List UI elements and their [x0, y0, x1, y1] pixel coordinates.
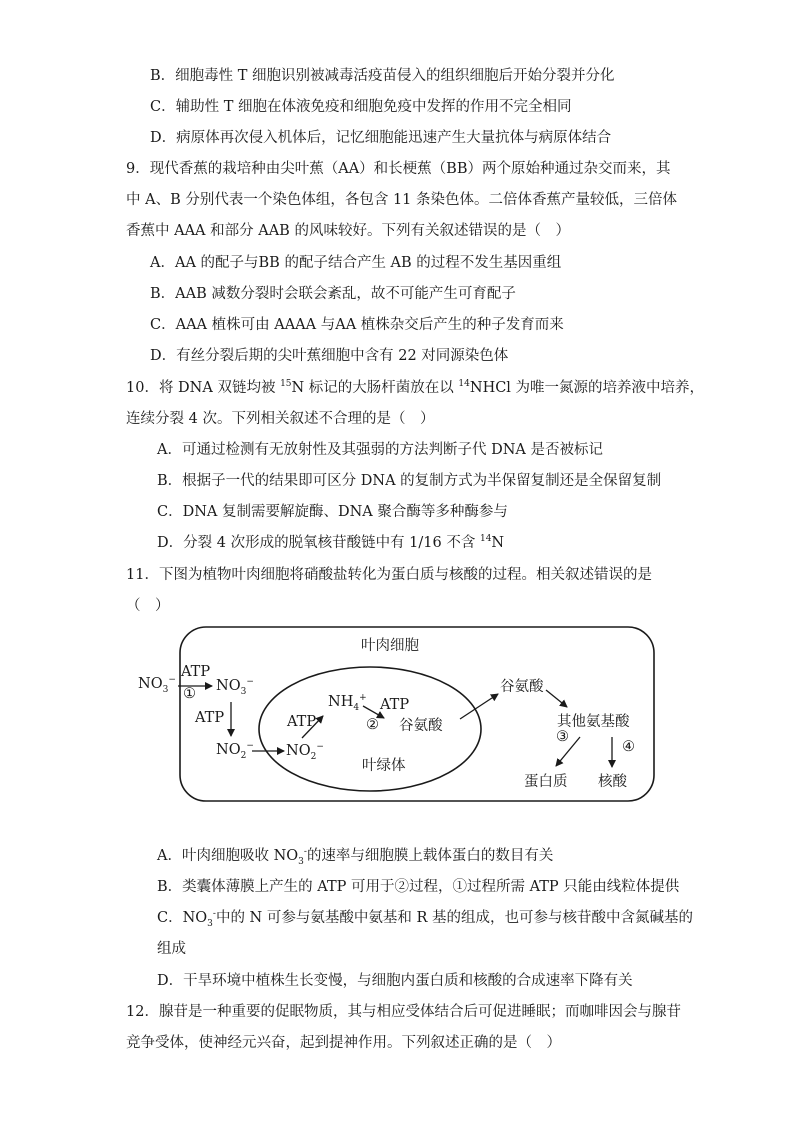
no3-text: NO: [138, 676, 163, 692]
no2-charge: −: [246, 741, 254, 752]
atp-label-4: ATP: [380, 697, 410, 713]
q8-option-d: D．病原体再次侵入机体后，记忆细胞能迅速产生大量抗体与病原体结合: [150, 130, 612, 146]
no3-inside-subscript: 3: [240, 686, 247, 697]
q10-option-d-text: D．分裂 4 次形成的脱氧核苷酸链中有 1/16 不含: [157, 535, 480, 551]
no2-subscript: 2: [240, 750, 247, 761]
no3-subscript: 3: [162, 684, 169, 695]
no3-charge: −: [168, 675, 176, 686]
atp-label-3: ATP: [287, 714, 317, 730]
atp-label-1: ATP: [181, 664, 211, 680]
no2-text: NO: [216, 742, 241, 758]
q8-option-b: B．细胞毒性 T 细胞识别被减毒活疫苗侵入的组织细胞后开始分裂并分化: [150, 68, 615, 84]
q9-option-b: B．AAB 减数分裂时会联会紊乱，故不可能产生可育配子: [150, 286, 516, 302]
no2-chl-charge: −: [316, 742, 324, 753]
no2-cytoplasm-label: [216, 741, 254, 761]
q9-stem-line3: 香蕉中 AAA 和部分 AAB 的风味较好。下列有关叙述错误的是（ ）: [126, 223, 570, 239]
atp-label-2: ATP: [195, 710, 225, 726]
q11-option-a: [157, 846, 553, 866]
q11-option-a-sub: 3: [298, 856, 304, 867]
q12-stem-line2: 竞争受体，使神经元兴奋，起到提神作用。下列叙述正确的是（ ）: [126, 1035, 561, 1051]
chloroplast-label: 叶绿体: [362, 758, 406, 774]
q10-option-d-n: N: [491, 535, 505, 551]
no3-inside-label: [216, 677, 254, 697]
glutamate-cytoplasm-label: 谷氨酸: [500, 679, 544, 695]
q9-option-a: A．AA 的配子与BB 的配子结合产生 AB 的过程不发生基因重组: [150, 255, 562, 271]
q10-option-a: A．可通过检测有无放射性及其强弱的方法判断子代 DNA 是否被标记: [157, 442, 603, 458]
nh4-charge: +: [359, 693, 367, 704]
q8-option-c: C．辅助性 T 细胞在体液免疫和细胞免疫中发挥的作用不完全相同: [150, 99, 572, 115]
q11-option-a-sup: -: [303, 847, 307, 858]
q10-option-d-isotope: 14: [479, 534, 492, 545]
q11-option-b: B．类囊体薄膜上产生的 ATP 可用于②过程，①过程所需 ATP 只能由线粒体提供: [157, 879, 680, 895]
no3-outside-label: [138, 675, 176, 695]
q10-stem-text-2: N 标记的大肠杆菌放在以: [291, 380, 459, 396]
protein-label: 蛋白质: [524, 774, 568, 790]
q11-option-a-text: A．叶肉细胞吸收 NO: [157, 848, 299, 864]
q10-option-b: B．根据子一代的结果即可区分 DNA 的复制方式为半保留复制还是全保留复制: [157, 473, 662, 489]
q10-stem-text-1: 10．将 DNA 双链均被: [126, 380, 281, 396]
step-1-circle: ①: [183, 686, 196, 702]
q12-stem-line1: 12．腺苷是一种重要的促眠物质，其与相应受体结合后可促进睡眠；而咖啡因会与腺苷: [126, 1004, 681, 1020]
q11-option-c-rest: 中的 N 可参与氨基酸中氨基和 R 基的组成，也可参与核苷酸中含氮碱基的: [215, 910, 693, 926]
q11-option-d: D．干旱环境中植株生长变慢，与细胞内蛋白质和核酸的合成速率下降有关: [157, 973, 633, 989]
q10-stem-line2: 连续分裂 4 次。下列相关叙述不合理的是（ ）: [126, 411, 435, 427]
glutamate-chloroplast-label: 谷氨酸: [399, 718, 443, 734]
q9-option-c: C．AAA 植株可由 AAAA 与AA 植株杂交后产生的种子发育而来: [150, 317, 564, 333]
q10-stem-text-3: NHCl 为唯一氮源的培养液中培养，: [469, 380, 705, 396]
step-2-circle: ②: [366, 717, 379, 733]
q10-isotope-15: 15: [280, 379, 292, 390]
nh4-label: [328, 693, 367, 713]
nucleic-acid-label: 核酸: [598, 774, 627, 790]
q11-stem-line1: 11．下图为植物叶肉细胞将硝酸盐转化为蛋白质与核酸的过程。相关叙述错误的是: [126, 567, 652, 583]
q11-option-c: [157, 908, 693, 928]
q10-option-c: C．DNA 复制需要解旋酶、DNA 聚合酶等多种酶参与: [157, 504, 508, 520]
arrow-gln-to-other-aa: [546, 690, 567, 707]
step-4-circle: ④: [622, 739, 635, 755]
no2-chl-text: NO: [286, 743, 311, 759]
nh4-subscript: 4: [353, 702, 360, 713]
q11-stem-line2: （ ）: [126, 598, 170, 614]
no2-chl-subscript: 2: [310, 751, 317, 762]
q11-option-c-continued: 组成: [157, 941, 186, 957]
step-3-circle: ③: [556, 729, 569, 745]
no3-inside-charge: −: [246, 677, 254, 688]
no3-inside-text: NO: [216, 678, 241, 694]
nh4-text: NH: [328, 694, 354, 710]
q11-option-c-sub: 3: [207, 918, 213, 929]
mesophyll-cell-label: 叶肉细胞: [361, 638, 419, 654]
q9-stem-line1: 9．现代香蕉的栽培种由尖叶蕉（AA）和长梗蕉（BB）两个原始种通过杂交而来，其: [126, 161, 671, 177]
other-amino-acids-label: 其他氨基酸: [557, 714, 630, 730]
q10-isotope-14: 14: [458, 379, 470, 390]
q9-stem-line2: 中 A、B 分别代表一个染色体组，各包含 11 条染色体。二倍体香蕉产量较低，三倍体: [126, 192, 678, 208]
q11-option-c-sup: -: [212, 909, 216, 920]
q9-option-d: D．有丝分裂后期的尖叶蕉细胞中含有 22 对同源染色体: [150, 348, 509, 364]
q11-option-a-rest: 的速率与细胞膜上载体蛋白的数目有关: [306, 848, 554, 864]
q11-option-c-text: C．NO: [157, 910, 208, 926]
no2-chloroplast-label: [286, 742, 324, 762]
